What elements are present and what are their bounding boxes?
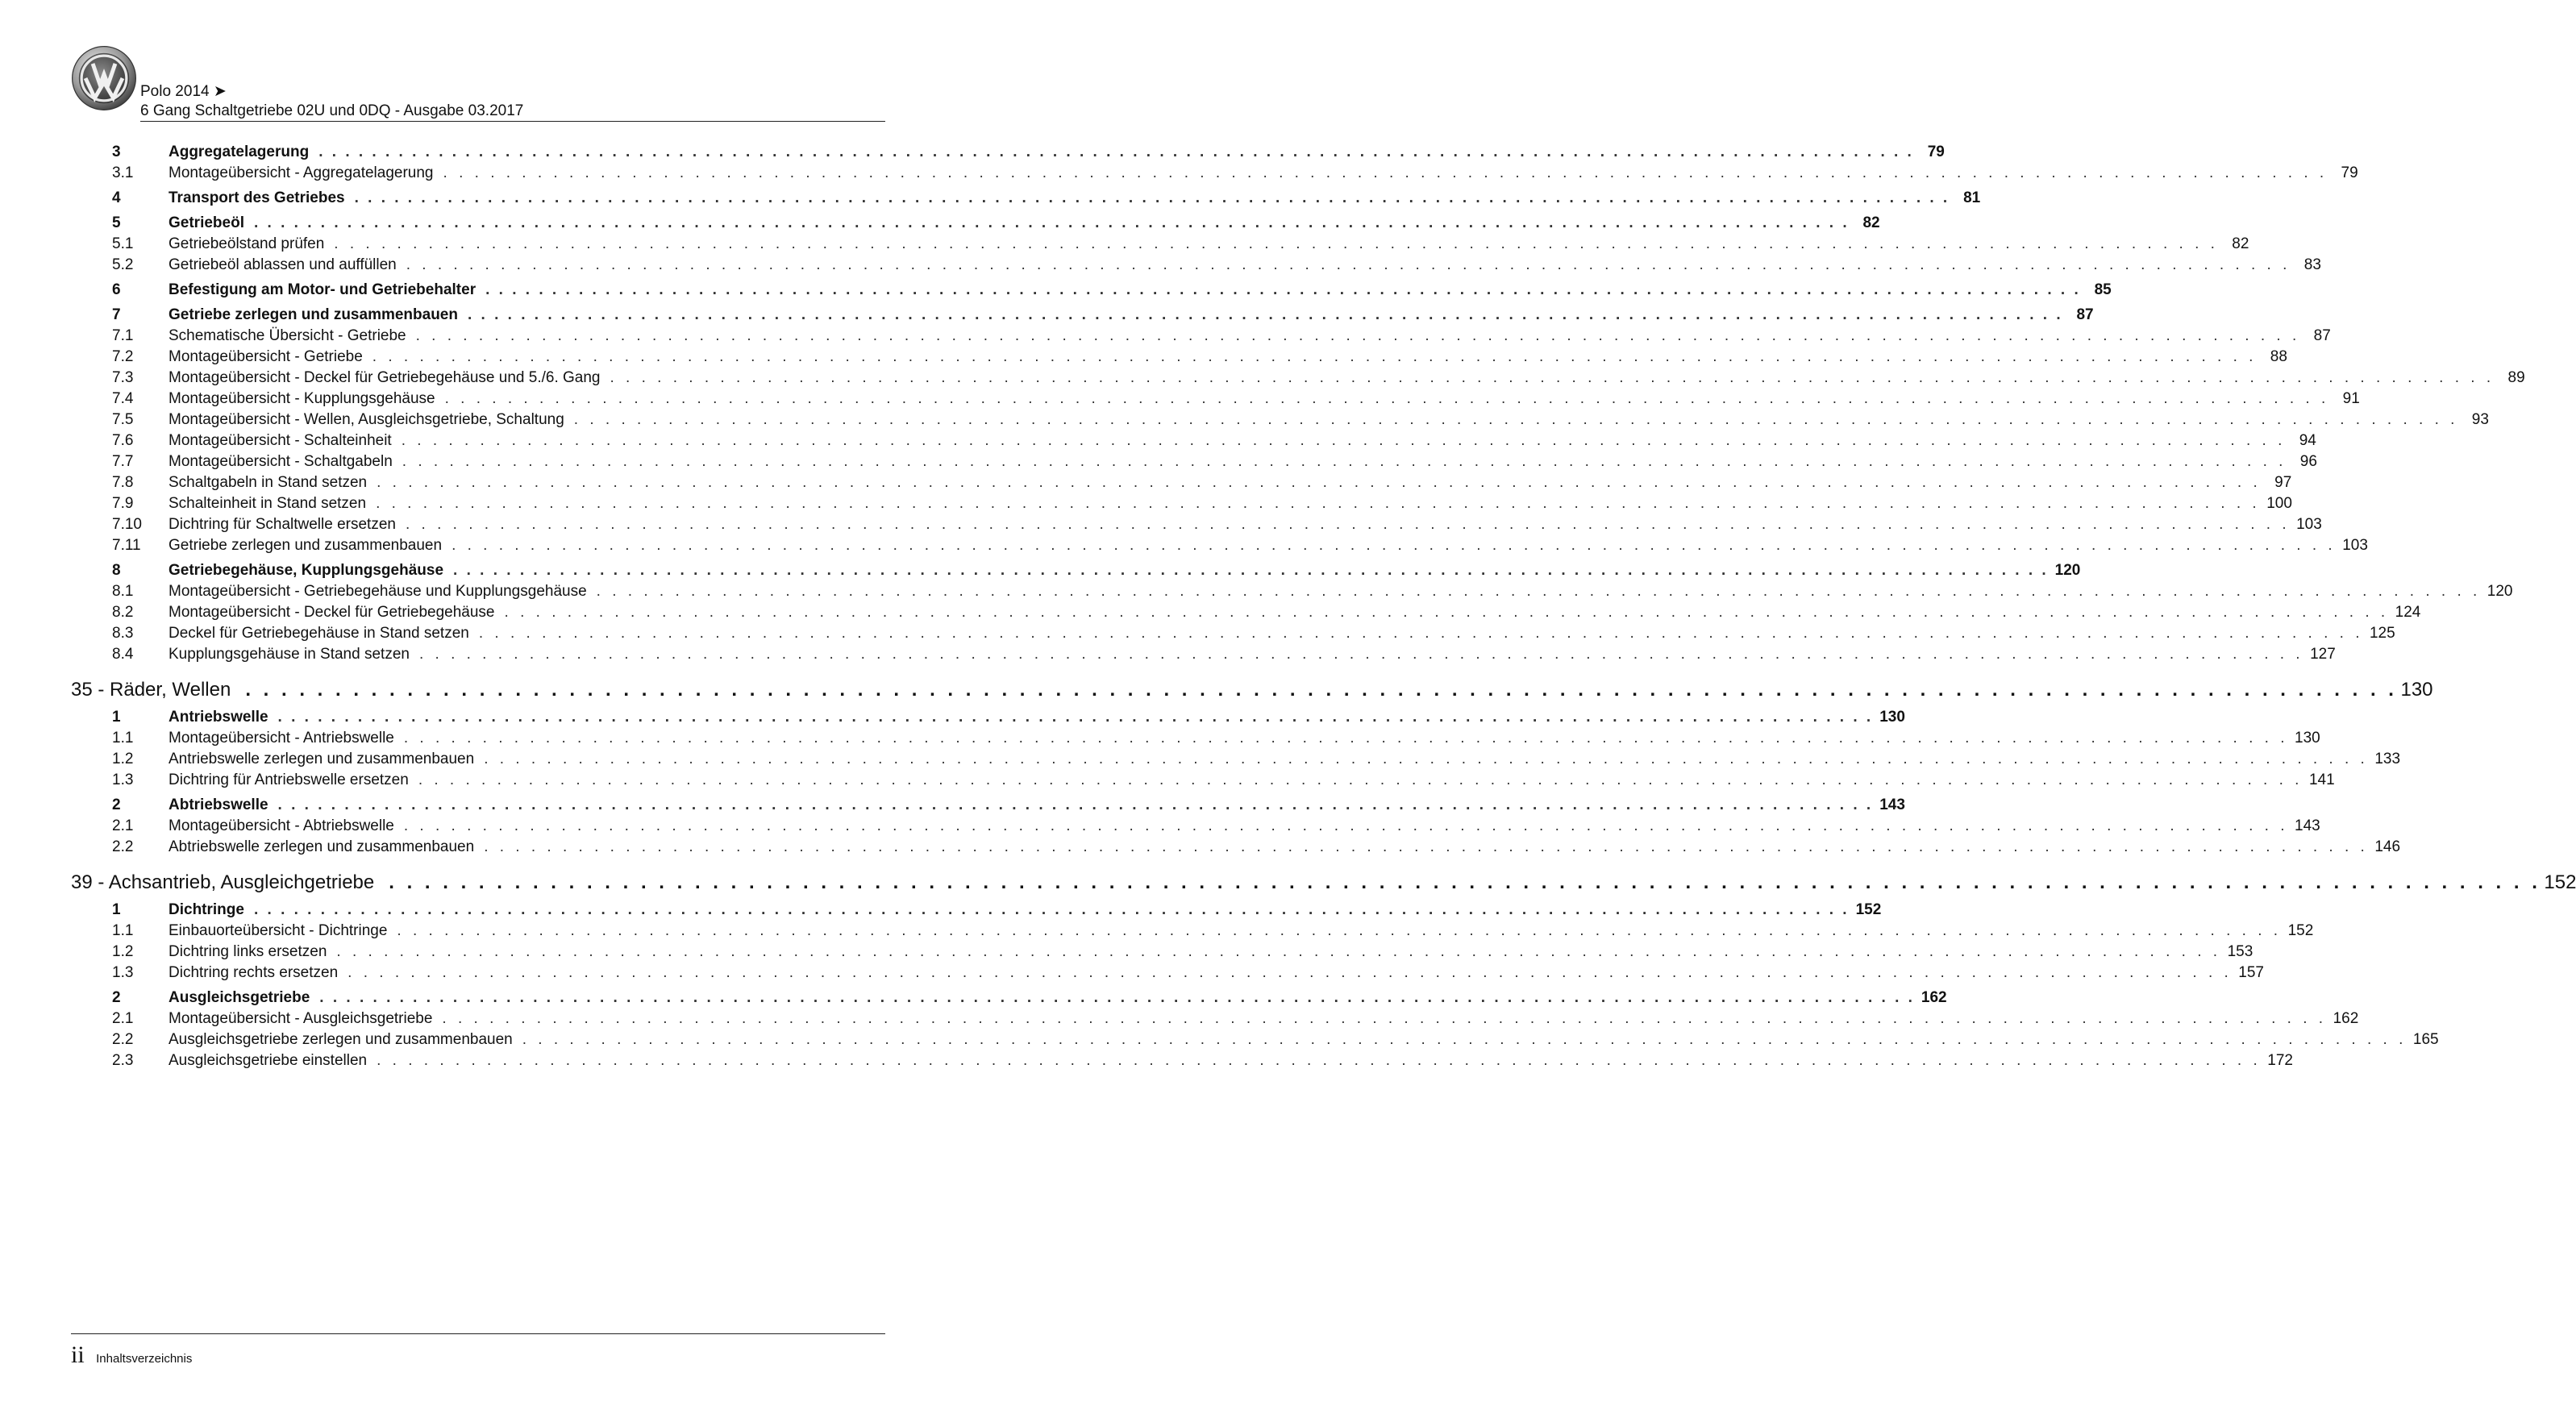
toc-page-number: 93 (2471, 411, 2489, 428)
toc-leader-dots: . . . . . . . . . . . . . . . . . . . . . . . . . . . . . . . . . . . . . . . . . . . . . . . . . . . . . . . . . . . . . . . . . . . . . . . . . . . . . . . . . . . . . . . . . . . . . . . . . . . . . . . . . . . . . . . . . . . . . . . . (403, 730, 2289, 747)
header-model: Polo 2014 ➤ (140, 83, 227, 100)
toc-entry-title: Transport des Getriebes (169, 189, 345, 206)
toc-entry-number: 8.3 (112, 625, 134, 642)
toc-entry-number: 7.10 (112, 516, 142, 533)
toc-group-heading[interactable] (71, 868, 2576, 897)
toc-page-number: 103 (2296, 516, 2322, 533)
toc-page-number: 82 (1862, 214, 1880, 231)
toc-leader-dots: . . . . . . . . . . . . . . . . . . . . . . . . . . . . . . . . . . . . . . . . . . . . . . . . . . . . . . . . . . . . . . . . . . . . . . . . . . . . . . . . . . . . . . . . . . . . . . . . . . . . . . . . . . . . . . . . . . . . . . . . (403, 817, 2289, 834)
table-of-contents (71, 142, 2576, 1071)
toc-chapter-entry[interactable] (71, 560, 2081, 581)
toc-page-number: 130 (2400, 679, 2433, 701)
toc-entry-title: Getriebeöl (169, 214, 244, 231)
toc-leader-dots: . . . . . . . . . . . . . . . . . . . . . . . . . . . . . . . . . . . . . . . . . . . . . . . . . . . . . . . . . . . . . . . . . . . . . . . . . . . . . . . . . . . . . . . . . . . . . . . . . . . . . . . . . . . . . . . . . . . . . . . . (452, 537, 2337, 554)
toc-entry-number: 5 (112, 214, 121, 231)
toc-page-number: 153 (2227, 943, 2253, 960)
toc-entry-number: 5.2 (112, 256, 134, 273)
toc-page-number: 127 (2310, 646, 2336, 663)
toc-section-entry[interactable] (71, 472, 2292, 493)
toc-entry-number: 7.1 (112, 327, 134, 344)
toc-page-number: 85 (2094, 281, 2112, 298)
toc-entry-title: Montageübersicht - Schaltgabeln (169, 453, 393, 470)
toc-section-entry[interactable] (71, 410, 2489, 430)
toc-entry-title: Montageübersicht - Deckel für Getriebegehäuse und 5./6. Gang (169, 369, 601, 386)
toc-section-entry[interactable] (71, 389, 2360, 410)
toc-chapter-entry[interactable] (71, 213, 1880, 234)
toc-leader-dots: . . . . . . . . . . . . . . . . . . . . . . . . . . . . . . . . . . . . . . . . . . . . . . . . . . . . . . . . . . . . . . . . . . . . . . . . . . . . . . . . . . . . . . . . . . . . . . . . . . . . . . . . . . . . . . . . . . . . . . . . (442, 1010, 2327, 1027)
toc-entry-title: Montageübersicht - Deckel für Getriebegehäuse (169, 604, 495, 621)
toc-page-number: 89 (2507, 369, 2525, 386)
toc-leader-dots: . . . . . . . . . . . . . . . . . . . . . . . . . . . . . . . . . . . . . . . . . . . . . . . . . . . . . . . . . . . . . . . . . . . . . . . . . . . . . . . . . . . . . . . . . . . . . . . . . . . . . . . . . . . . . . . . . . . . . . . . (596, 583, 2481, 600)
toc-leader-dots: . . . . . . . . . . . . . . . . . . . . . . . . . . . . . . . . . . . . . . . . . . . . . . . . . . . . . . . . . . . . . . . . . . . . . . . . . . . . . . . . . . . . . . . . . . . . . . . . . . . . . . . . . . . . . . . . . . . . . . . . (372, 348, 2257, 365)
toc-entry-title: Montageübersicht - Schalteinheit (169, 432, 392, 449)
toc-entry-title: Antriebswelle zerlegen und zusammenbauen (169, 751, 475, 767)
toc-entry-title: Dichtring für Schaltwelle ersetzen (169, 516, 396, 533)
toc-entry-title: Befestigung am Motor- und Getriebehalter (169, 281, 476, 298)
toc-entry-number: 7.4 (112, 390, 134, 407)
toc-page-number: 143 (1879, 796, 1905, 813)
toc-entry-number: 4 (112, 189, 121, 206)
toc-section-entry[interactable] (71, 581, 2513, 602)
toc-entry-title: Montageübersicht - Wellen, Ausgleichsgetriebe, Schaltung (169, 411, 564, 428)
toc-entry-number: 3.1 (112, 164, 134, 181)
toc-entry-number: 1.3 (112, 964, 134, 981)
toc-page-number: 79 (2341, 164, 2358, 181)
toc-entry-title: Schalteinheit in Stand setzen (169, 495, 367, 512)
page-footer (71, 1341, 192, 1369)
header-divider (140, 121, 885, 122)
toc-page-number: 152 (1855, 901, 1882, 918)
toc-leader-dots: . . . . . . . . . . . . . . . . . . . . . . . . . . . . . . . . . . . . . . . . . . . . . . . . . . . . . . . . . . . . . . . . . . . . . . . . . . . . . . . . . . . . . . . . . . . . . . . . . . . . . . . . . . . . . . . . . . . . . . . . (573, 411, 2458, 428)
toc-section-entry[interactable] (71, 623, 2395, 644)
toc-entry-title: Montageübersicht - Kupplungsgehäuse (169, 390, 435, 407)
toc-entry-number: 7.8 (112, 474, 134, 491)
toc-leader-dots: . . . . . . . . . . . . . . . . . . . . . . . . . . . . . . . . . . . . . . . . . . . . . . . . . . . . . . . . . . . . . . . . . . . . . . . . . . . . . . . . . . . . . . . . . . . . . . . . . . . . . . . . . . . . . . . . . . . . . . . . (478, 625, 2363, 642)
footer-section-title: Inhaltsverzeichnis (96, 1352, 193, 1366)
toc-group-heading[interactable] (71, 676, 2433, 705)
toc-page-number: 94 (2299, 432, 2316, 449)
toc-entry-number: 7.7 (112, 453, 134, 470)
toc-entry-title: Montageübersicht - Getriebegehäuse und Kupplungsgehäuse (169, 583, 587, 600)
toc-section-entry[interactable] (71, 493, 2292, 514)
toc-leader-dots: . . . . . . . . . . . . . . . . . . . . . . . . . . . . . . . . . . . . . . . . . . . . . . . . . . . . . . . . . . . . . . . . . . . . . . . . . . . . . . . . . . . . . . . . . . . . . . . . . . . . . . . . . . . . . . . . . . . . . . . . (253, 214, 1850, 231)
toc-entry-number: 2.1 (112, 817, 134, 834)
toc-entry-number: 7.3 (112, 369, 134, 386)
toc-page-number: 162 (1921, 989, 1947, 1006)
toc-leader-dots: . . . . . . . . . . . . . . . . . . . . . . . . . . . . . . . . . . . . . . . . . . . . . . . . . . . . . . . . . . . . . . . . . . . . . . . . . . . . . . . . . . . . . . . . . . . . . . . . . . . . . . . . . . . . . . . . . . . . . . . . (318, 143, 1914, 160)
toc-entry-number: 1.2 (112, 751, 134, 767)
toc-page-number: 83 (2303, 256, 2321, 273)
toc-leader-dots: . . . . . . . . . . . . . . . . . . . . . . . . . . . . . . . . . . . . . . . . . . . . . . . . . . . . . . . . . . . . . . . . . . . . . . . . . . . . . . . . . . . . . . . . . . . . . . . . . . . . . . . . . . . . . . . . . . . . . . . . (484, 838, 2369, 855)
toc-section-entry[interactable] (71, 728, 2320, 749)
toc-entry-number: 5.1 (112, 235, 134, 252)
toc-entry-number: 7.9 (112, 495, 134, 512)
toc-page-number: 157 (2238, 964, 2264, 981)
toc-entry-number: 3 (112, 143, 121, 160)
toc-leader-dots: . . . . . . . . . . . . . . . . . . . . . . . . . . . . . . . . . . . . . . . . . . . . . . . . . . . . . . . . . . . . . . . . . . . . . . . . . . . . . . . . . . . . . . . . . . . . . . . . . . . . . . . . . . . . . . . . . . . . . . . . (484, 751, 2369, 767)
toc-leader-dots: . . . . . . . . . . . . . . . . . . . . . . . . . . . . . . . . . . . . . . . . . . . . . . . . . . . . . . . . . . . . . . . . . . . . . . . . . . . . . . . . . . . . . . . . . . . . . . . . . . . . . . . . . . . . . . . . . . . . . . . . (319, 989, 1915, 1006)
toc-leader-dots: . . . . . . . . . . . . . . . . . . . . . . . . . . . . . . . . . . . . . . . . . . . . . . . . . . . . . . . . . . . . . . . . . . . . . . . . . . . . . . . . . . . . . . . . . . . . . . . . . . . . . . . . . . . . . . . . . . . . . . . . (418, 646, 2304, 663)
toc-page-number: 120 (2054, 562, 2081, 579)
toc-page-number: 133 (2374, 751, 2401, 767)
toc-entry-title: Getriebe zerlegen und zusammenbauen (169, 537, 443, 554)
toc-leader-dots: . . . . . . . . . . . . . . . . . . . . . . . . . . . . . . . . . . . . . . . . . . . . . . . . . . . . . . . . . . . . . . . . . . . . . . . . . . . . . . . . . . . . . . . . . . . . . . . . . . . . . . . . . . . . . . . . . . . . . . . . (504, 604, 2389, 621)
footer-divider (71, 1333, 885, 1334)
page-header (71, 45, 885, 122)
header-subtitle: 6 Gang Schaltgetriebe 02U und 0DQ - Ausgabe 03.2017 (140, 102, 524, 119)
toc-entry-title: Dichtringe (169, 901, 244, 918)
toc-page-number: 165 (2412, 1031, 2439, 1048)
toc-leader-dots: . . . . . . . . . . . . . . . . . . . . . . . . . . . . . . . . . . . . . . . . . . . . . . . . . . . . . . . . . . . . . . . . . . . . . . . . . . . . . . . . . . . . . . . . . . . . . . . . . . . . . . . . . . . . . . . . . . . . . . . . (354, 189, 1950, 206)
toc-page-number: 143 (2295, 817, 2320, 834)
toc-section-entry[interactable] (71, 1050, 2293, 1071)
toc-page-number: 152 (2287, 922, 2314, 939)
toc-section-entry[interactable] (71, 451, 2317, 472)
toc-leader-dots: . . . . . . . . . . . . . . . . . . . . . . . . . . . . . . . . . . . . . . . . . . . . . . . . . . . . . . . . . . . . . . . . . . . . . . . . . . . . . . . . . . . . . . . . . . . . . . . . . . . . . . . . . . . . . . . . . . . . . . . . (397, 922, 2282, 939)
toc-leader-dots: . . . . . . . . . . . . . . . . . . . . . . . . . . . . . . . . . . . . . . . . . . . . . . . . . . . . . . . . . . . . . . . . . . . . . . . . . . . . . . . . . . . . . . . . . . . . . . . . . . . . . . . . . . . . . . . . . . . . . . . . (485, 281, 2081, 298)
toc-section-entry[interactable] (71, 163, 2358, 184)
toc-section-entry[interactable] (71, 749, 2401, 770)
toc-leader-dots: . . . . . . . . . . . . . . . . . . . . . . . . . . . . . . . . . . . . . . . . . . . . . . . . . . . . . . . . . . . . . . . . . . . . . . . . . . . . . . . . . . . . . . . . . . . . . . . . . . . . . . . . . . . . . . . . . . . . . . . . (245, 679, 2398, 701)
toc-leader-dots: . . . . . . . . . . . . . . . . . . . . . . . . . . . . . . . . . . . . . . . . . . . . . . . . . . . . . . . . . . . . . . . . . . . . . . . . . . . . . . . . . . . . . . . . . . . . . . . . . . . . . . . . . . . . . . . . . . . . . . . . (443, 164, 2328, 181)
toc-page-number: 146 (2374, 838, 2401, 855)
toc-entry-title: Kupplungsgehäuse in Stand setzen (169, 646, 410, 663)
toc-entry-number: 8 (112, 562, 121, 579)
toc-entry-title: Einbauorteübersicht - Dichtringe (169, 922, 388, 939)
toc-entry-number: 8.2 (112, 604, 134, 621)
toc-entry-title: Abtriebswelle (169, 796, 268, 813)
toc-section-entry[interactable] (71, 514, 2322, 535)
toc-leader-dots: . . . . . . . . . . . . . . . . . . . . . . . . . . . . . . . . . . . . . . . . . . . . . . . . . . . . . . . . . . . . . . . . . . . . . . . . . . . . . . . . . . . . . . . . . . . . . . . . . . . . . . . . . . . . . . . . . . . . . . . . (253, 901, 1850, 918)
toc-entry-title: Schematische Übersicht - Getriebe (169, 327, 406, 344)
toc-page-number: 87 (2076, 306, 2094, 323)
toc-section-entry[interactable] (71, 644, 2336, 665)
footer-page-number: ii (71, 1341, 85, 1368)
toc-chapter-entry[interactable] (71, 280, 2112, 301)
toc-section-entry[interactable] (71, 368, 2525, 389)
toc-chapter-entry[interactable] (71, 707, 1905, 728)
toc-leader-dots: . . . . . . . . . . . . . . . . . . . . . . . . . . . . . . . . . . . . . . . . . . . . . . . . . . . . . . . . . . . . . . . . . . . . . . . . . . . . . . . . . . . . . . . . . . . . . . . . . . . . . . . . . . . . . . . . . . . . . . . . (522, 1031, 2407, 1048)
toc-entry-number: 2.3 (112, 1052, 134, 1069)
toc-section-entry[interactable] (71, 770, 2335, 791)
toc-section-entry[interactable] (71, 326, 2331, 347)
toc-entry-title: Abtriebswelle zerlegen und zusammenbauen (169, 838, 475, 855)
toc-leader-dots: . . . . . . . . . . . . . . . . . . . . . . . . . . . . . . . . . . . . . . . . . . . . . . . . . . . . . . . . . . . . . . . . . . . . . . . . . . . . . . . . . . . . . . . . . . . . . . . . . . . . . . . . . . . . . . . . . . . . . . . . (610, 369, 2495, 386)
toc-section-entry[interactable] (71, 234, 2249, 255)
toc-page-number: 152 (2544, 871, 2576, 893)
vw-logo (71, 45, 137, 111)
toc-entry-number: 7.11 (112, 537, 141, 554)
toc-entry-title: Aggregatelagerung (169, 143, 310, 160)
toc-entry-number: 7.5 (112, 411, 134, 428)
toc-leader-dots: . . . . . . . . . . . . . . . . . . . . . . . . . . . . . . . . . . . . . . . . . . . . . . . . . . . . . . . . . . . . . . . . . . . . . . . . . . . . . . . . . . . . . . . . . . . . . . . . . . . . . . . . . . . . . . . . . . . . . . . . (377, 1052, 2262, 1069)
toc-leader-dots: . . . . . . . . . . . . . . . . . . . . . . . . . . . . . . . . . . . . . . . . . . . . . . . . . . . . . . . . . . . . . . . . . . . . . . . . . . . . . . . . . . . . . . . . . . . . . . . . . . . . . . . . . . . . . . . . . . . . . . . . (402, 453, 2287, 470)
toc-page-number: 172 (2267, 1052, 2293, 1069)
toc-leader-dots: . . . . . . . . . . . . . . . . . . . . . . . . . . . . . . . . . . . . . . . . . . . . . . . . . . . . . . . . . . . . . . . . . . . . . . . . . . . . . . . . . . . . . . . . . . . . . . . . . . . . . . . . . . . . . . . . . . . . . . . . (336, 943, 2221, 960)
toc-leader-dots: . . . . . . . . . . . . . . . . . . . . . . . . . . . . . . . . . . . . . . . . . . . . . . . . . . . . . . . . . . . . . . . . . . . . . . . . . . . . . . . . . . . . . . . . . . . . . . . . . . . . . . . . . . . . . . . . . . . . . . . . (334, 235, 2219, 252)
toc-entry-title: Antriebswelle (169, 709, 268, 726)
toc-page-number: 162 (2333, 1010, 2359, 1027)
toc-entry-number: 1.2 (112, 943, 134, 960)
toc-page-number: 141 (2308, 771, 2335, 788)
toc-leader-dots: . . . . . . . . . . . . . . . . . . . . . . . . . . . . . . . . . . . . . . . . . . . . . . . . . . . . . . . . . . . . . . . . . . . . . . . . . . . . . . . . . . . . . . . . . . . . . . . . . . . . . . . . . . . . . . . . . . . . . . . . (377, 474, 2262, 491)
toc-entry-title: Getriebeöl ablassen und auffüllen (169, 256, 397, 273)
toc-entry-title: Getriebeölstand prüfen (169, 235, 325, 252)
toc-page-number: 130 (2295, 730, 2320, 747)
toc-section-entry[interactable] (71, 963, 2264, 984)
toc-entry-number: 6 (112, 281, 121, 298)
toc-leader-dots: . . . . . . . . . . . . . . . . . . . . . . . . . . . . . . . . . . . . . . . . . . . . . . . . . . . . . . . . . . . . . . . . . . . . . . . . . . . . . . . . . . . . . . . . . . . . . . . . . . . . . . . . . . . . . . . . . . . . . . . . (401, 432, 2286, 449)
toc-section-entry[interactable] (71, 1029, 2439, 1050)
toc-group-title: 35 - Räder, Wellen (71, 679, 231, 701)
toc-entry-title: Dichtring links ersetzen (169, 943, 327, 960)
toc-entry-title: Dichtring für Antriebswelle ersetzen (169, 771, 409, 788)
toc-page-number: 103 (2342, 537, 2368, 554)
toc-entry-title: Montageübersicht - Antriebswelle (169, 730, 394, 747)
toc-leader-dots: . . . . . . . . . . . . . . . . . . . . . . . . . . . . . . . . . . . . . . . . . . . . . . . . . . . . . . . . . . . . . . . . . . . . . . . . . . . . . . . . . . . . . . . . . . . . . . . . . . . . . . . . . . . . . . . . . . . . . . . . (467, 306, 2063, 323)
toc-entry-title: Montageübersicht - Getriebe (169, 348, 363, 365)
toc-section-entry[interactable] (71, 255, 2321, 276)
toc-leader-dots: . . . . . . . . . . . . . . . . . . . . . . . . . . . . . . . . . . . . . . . . . . . . . . . . . . . . . . . . . . . . . . . . . . . . . . . . . . . . . . . . . . . . . . . . . . . . . . . . . . . . . . . . . . . . . . . . . . . . . . . . (415, 327, 2300, 344)
toc-page-number: 124 (2395, 604, 2421, 621)
toc-entry-title: Getriebegehäuse, Kupplungsgehäuse (169, 562, 444, 579)
toc-entry-title: Ausgleichsgetriebe (169, 989, 310, 1006)
toc-chapter-entry[interactable] (71, 188, 1981, 209)
toc-entry-number: 2 (112, 796, 121, 813)
toc-entry-number: 2.2 (112, 838, 134, 855)
toc-section-entry[interactable] (71, 837, 2401, 858)
toc-entry-title: Montageübersicht - Abtriebswelle (169, 817, 394, 834)
toc-chapter-entry[interactable] (71, 305, 2094, 326)
toc-entry-number: 2 (112, 989, 121, 1006)
toc-leader-dots: . . . . . . . . . . . . . . . . . . . . . . . . . . . . . . . . . . . . . . . . . . . . . . . . . . . . . . . . . . . . . . . . . . . . . . . . . . . . . . . . . . . . . . . . . . . . . . . . . . . . . . . . . . . . . . . . . . . . . . . . (389, 871, 2541, 893)
toc-leader-dots: . . . . . . . . . . . . . . . . . . . . . . . . . . . . . . . . . . . . . . . . . . . . . . . . . . . . . . . . . . . . . . . . . . . . . . . . . . . . . . . . . . . . . . . . . . . . . . . . . . . . . . . . . . . . . . . . . . . . . . . . (405, 516, 2291, 533)
toc-group-title: 39 - Achsantrieb, Ausgleichgetriebe (71, 871, 375, 893)
toc-entry-number: 1.1 (112, 730, 134, 747)
toc-entry-title: Ausgleichsgetriebe einstellen (169, 1052, 368, 1069)
toc-section-entry[interactable] (71, 942, 2253, 963)
toc-entry-number: 1 (112, 709, 121, 726)
toc-page-number: 91 (2342, 390, 2360, 407)
toc-entry-number: 1.3 (112, 771, 134, 788)
toc-entry-title: Ausgleichsgetriebe zerlegen und zusammenbauen (169, 1031, 513, 1048)
toc-page-number: 120 (2487, 583, 2513, 600)
toc-leader-dots: . . . . . . . . . . . . . . . . . . . . . . . . . . . . . . . . . . . . . . . . . . . . . . . . . . . . . . . . . . . . . . . . . . . . . . . . . . . . . . . . . . . . . . . . . . . . . . . . . . . . . . . . . . . . . . . . . . . . . . . . (347, 964, 2233, 981)
toc-entry-title: Schaltgabeln in Stand setzen (169, 474, 368, 491)
toc-page-number: 79 (1927, 143, 1945, 160)
toc-page-number: 88 (2270, 348, 2287, 365)
toc-page-number: 82 (2232, 235, 2249, 252)
toc-chapter-entry[interactable] (71, 795, 1905, 816)
toc-section-entry[interactable] (71, 921, 2314, 942)
toc-entry-title: Getriebe zerlegen und zusammenbauen (169, 306, 458, 323)
toc-chapter-entry[interactable] (71, 988, 1947, 1009)
toc-chapter-entry[interactable] (71, 900, 1882, 921)
toc-entry-number: 2.2 (112, 1031, 134, 1048)
toc-page-number: 96 (2299, 453, 2317, 470)
toc-section-entry[interactable] (71, 535, 2368, 556)
toc-page-number: 130 (1879, 709, 1905, 726)
toc-leader-dots: . . . . . . . . . . . . . . . . . . . . . . . . . . . . . . . . . . . . . . . . . . . . . . . . . . . . . . . . . . . . . . . . . . . . . . . . . . . . . . . . . . . . . . . . . . . . . . . . . . . . . . . . . . . . . . . . . . . . . . . . (406, 256, 2291, 273)
toc-entry-number: 7.6 (112, 432, 134, 449)
toc-section-entry[interactable] (71, 816, 2320, 837)
toc-entry-number: 2.1 (112, 1010, 134, 1027)
toc-entry-number: 8.1 (112, 583, 134, 600)
toc-entry-number: 8.4 (112, 646, 134, 663)
toc-entry-number: 7 (112, 306, 121, 323)
toc-page-number: 100 (2266, 495, 2292, 512)
toc-entry-title: Montageübersicht - Aggregatelagerung (169, 164, 434, 181)
toc-page-number: 81 (1963, 189, 1981, 206)
toc-entry-title: Deckel für Getriebegehäuse in Stand setzen (169, 625, 469, 642)
toc-section-entry[interactable] (71, 430, 2316, 451)
toc-section-entry[interactable] (71, 1009, 2359, 1029)
toc-leader-dots: . . . . . . . . . . . . . . . . . . . . . . . . . . . . . . . . . . . . . . . . . . . . . . . . . . . . . . . . . . . . . . . . . . . . . . . . . . . . . . . . . . . . . . . . . . . . . . . . . . . . . . . . . . . . . . . . . . . . . . . . (277, 796, 1874, 813)
toc-leader-dots: . . . . . . . . . . . . . . . . . . . . . . . . . . . . . . . . . . . . . . . . . . . . . . . . . . . . . . . . . . . . . . . . . . . . . . . . . . . . . . . . . . . . . . . . . . . . . . . . . . . . . . . . . . . . . . . . . . . . . . . . (376, 495, 2261, 512)
toc-leader-dots: . . . . . . . . . . . . . . . . . . . . . . . . . . . . . . . . . . . . . . . . . . . . . . . . . . . . . . . . . . . . . . . . . . . . . . . . . . . . . . . . . . . . . . . . . . . . . . . . . . . . . . . . . . . . . . . . . . . . . . . . (277, 709, 1874, 726)
toc-page-number: 87 (2313, 327, 2331, 344)
toc-entry-number: 7.2 (112, 348, 134, 365)
toc-leader-dots: . . . . . . . . . . . . . . . . . . . . . . . . . . . . . . . . . . . . . . . . . . . . . . . . . . . . . . . . . . . . . . . . . . . . . . . . . . . . . . . . . . . . . . . . . . . . . . . . . . . . . . . . . . . . . . . . . . . . . . . . (444, 390, 2329, 407)
toc-page-number: 97 (2274, 474, 2292, 491)
toc-chapter-entry[interactable] (71, 142, 1945, 163)
toc-section-entry[interactable] (71, 602, 2421, 623)
toc-page-number: 125 (2369, 625, 2395, 642)
toc-entry-title: Montageübersicht - Ausgleichsgetriebe (169, 1010, 433, 1027)
toc-entry-number: 1 (112, 901, 121, 918)
toc-entry-number: 1.1 (112, 922, 134, 939)
toc-leader-dots: . . . . . . . . . . . . . . . . . . . . . . . . . . . . . . . . . . . . . . . . . . . . . . . . . . . . . . . . . . . . . . . . . . . . . . . . . . . . . . . . . . . . . . . . . . . . . . . . . . . . . . . . . . . . . . . . . . . . . . . . (453, 562, 2049, 579)
toc-leader-dots: . . . . . . . . . . . . . . . . . . . . . . . . . . . . . . . . . . . . . . . . . . . . . . . . . . . . . . . . . . . . . . . . . . . . . . . . . . . . . . . . . . . . . . . . . . . . . . . . . . . . . . . . . . . . . . . . . . . . . . . . (418, 771, 2303, 788)
toc-entry-title: Dichtring rechts ersetzen (169, 964, 339, 981)
toc-section-entry[interactable] (71, 347, 2287, 368)
